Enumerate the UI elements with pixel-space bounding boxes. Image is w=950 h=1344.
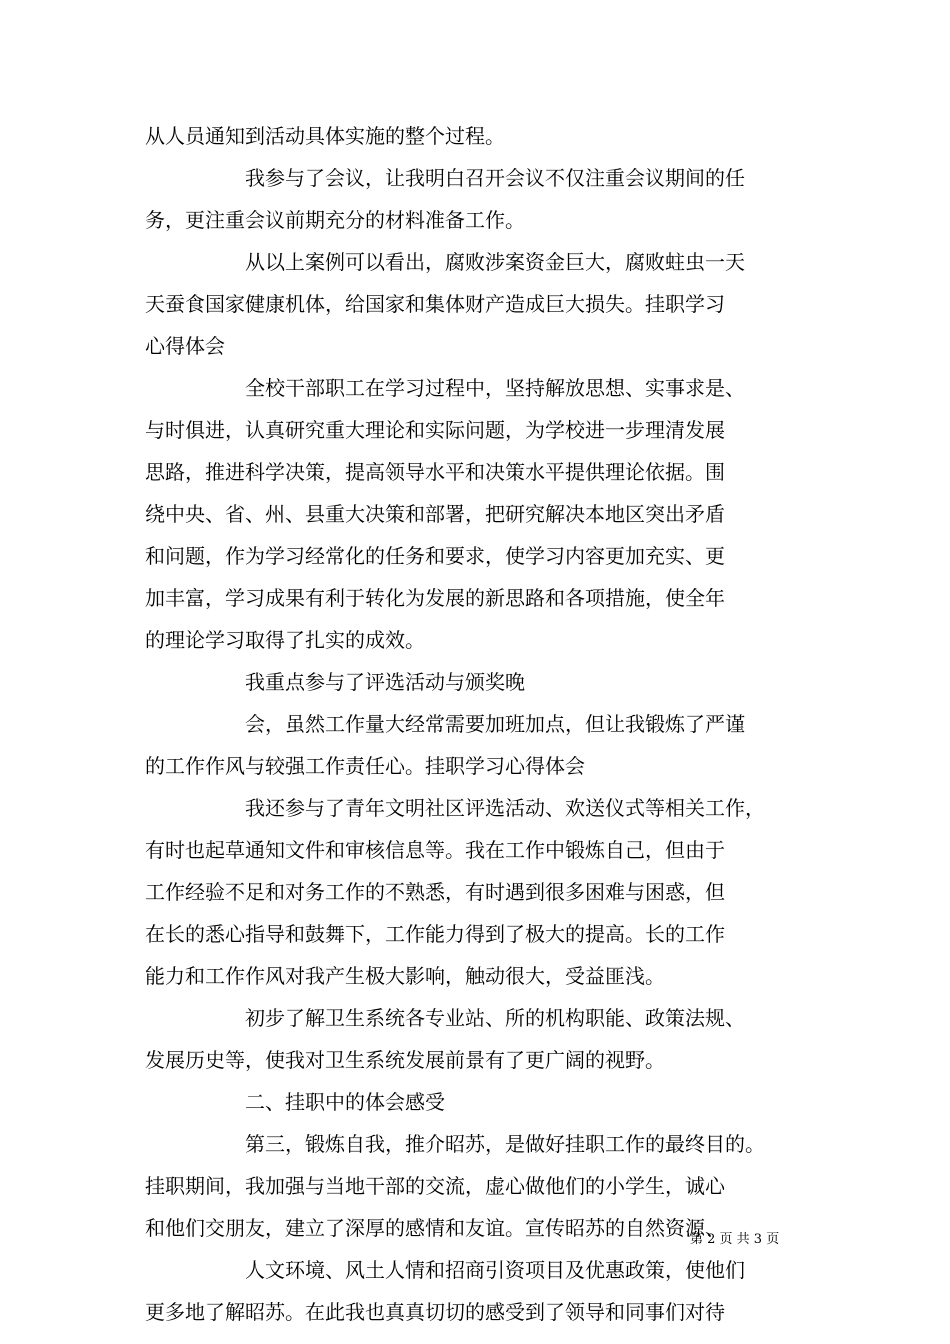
text-line: 和他们交朋友，建立了深厚的感情和友谊。宣传昭苏的自然资源、 xyxy=(145,1216,725,1240)
body-text xyxy=(145,115,825,1333)
text-line: 务，更注重会议前期充分的材料准备工作。 xyxy=(145,208,525,232)
text-line: 从人员通知到活动具体实施的整个过程。 xyxy=(145,124,505,148)
text-line: 天蚕食国家健康机体，给国家和集体财产造成巨大损失。挂职学习 xyxy=(145,292,725,316)
text-line: 思路，推进科学决策，提高领导水平和决策水平提供理论依据。围 xyxy=(145,460,725,484)
text-line: 全校干部职工在学习过程中，坚持解放思想、实事求是、 xyxy=(245,376,745,400)
text-line: 我参与了会议，让我明白召开会议不仅注重会议期间的任 xyxy=(245,166,745,190)
text-line: 人文环境、风土人情和招商引资项目及优惠政策，使他们 xyxy=(245,1258,745,1282)
text-line: 二、挂职中的体会感受 xyxy=(245,1090,445,1114)
page-number-footer: 第 2 页 共 3 页 xyxy=(690,1232,780,1247)
text-line: 的工作作风与较强工作责任心。挂职学习心得体会 xyxy=(145,754,585,778)
text-line: 绕中央、省、州、县重大决策和部署，把研究解决本地区突出矛盾 xyxy=(145,502,725,526)
text-line: 我重点参与了评选活动与颁奖晚 xyxy=(245,670,525,694)
text-line: 从以上案例可以看出，腐败涉案资金巨大，腐败蛀虫一天 xyxy=(245,250,745,274)
text-line: 发展历史等，使我对卫生系统发展前景有了更广阔的视野。 xyxy=(145,1048,665,1072)
text-line: 的理论学习取得了扎实的成效。 xyxy=(145,628,425,652)
text-line: 加丰富，学习成果有利于转化为发展的新思路和各项措施，使全年 xyxy=(145,586,725,610)
text-line: 初步了解卫生系统各专业站、所的机构职能、政策法规、 xyxy=(245,1006,745,1030)
text-line: 能力和工作作风对我产生极大影响，触动很大，受益匪浅。 xyxy=(145,964,665,988)
text-line: 与时俱进，认真研究重大理论和实际问题，为学校进一步理清发展 xyxy=(145,418,725,442)
text-line: 第三，锻炼自我，推介昭苏，是做好挂职工作的最终目的。 xyxy=(245,1132,765,1156)
text-line: 会，虽然工作量大经常需要加班加点，但让我锻炼了严谨 xyxy=(245,712,745,736)
text-line: 工作经验不足和对务工作的不熟悉，有时遇到很多困难与困惑，但 xyxy=(145,880,725,904)
text-line: 我还参与了青年文明社区评选活动、欢送仪式等相关工作， xyxy=(245,796,765,820)
text-line: 挂职期间，我加强与当地干部的交流，虚心做他们的小学生，诚心 xyxy=(145,1174,725,1198)
text-line: 心得体会 xyxy=(145,334,225,358)
text-line: 和问题，作为学习经常化的任务和要求，使学习内容更加充实、更 xyxy=(145,544,725,568)
text-line: 有时也起草通知文件和审核信息等。我在工作中锻炼自己，但由于 xyxy=(145,838,725,862)
text-line: 更多地了解昭苏。在此我也真真切切的感受到了领导和同事们对待 xyxy=(145,1300,725,1324)
text-line: 在长的悉心指导和鼓舞下，工作能力得到了极大的提高。长的工作 xyxy=(145,922,725,946)
